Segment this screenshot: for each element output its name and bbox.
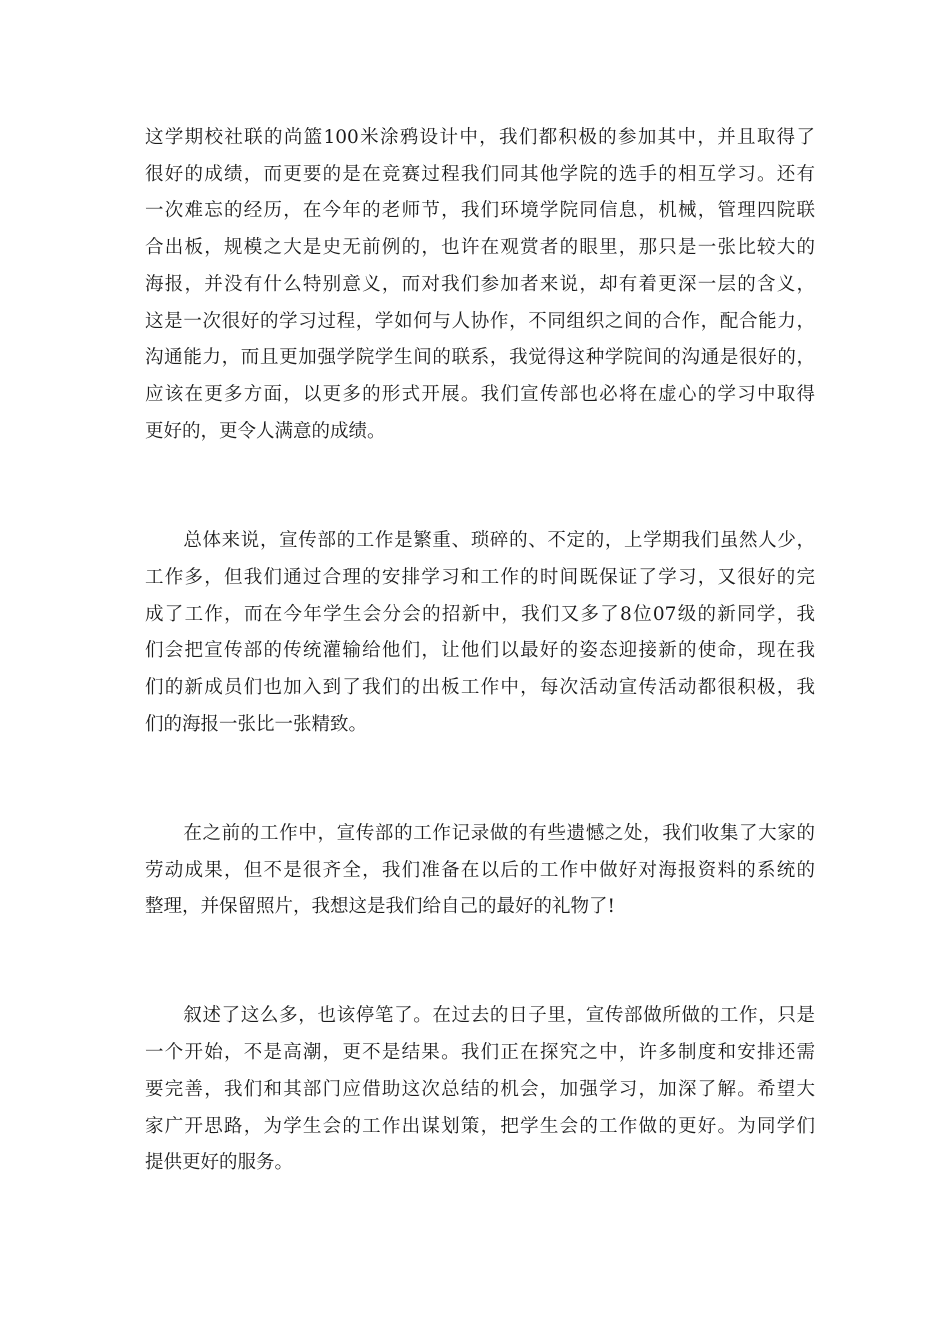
paragraph-4-line-3: 要完善，我们和其部门应借助这次总结的机会，加强学习，加深了解。希望大: [145, 1079, 815, 1100]
paragraph-2-line-6: 们的海报一张比一张精致。: [145, 714, 368, 735]
paragraph-1-line-4: 合出板，规模之大是史无前例的，也许在观赏者的眼里，那只是一张比较大的: [145, 237, 815, 258]
paragraph-4-line-1: 叙述了这么多，也该停笔了。在过去的日子里，宣传部做所做的工作，只是: [145, 1005, 815, 1026]
paragraph-4-line-5: 提供更好的服务。: [145, 1152, 294, 1173]
paragraph-1-line-8: 应该在更多方面，以更多的形式开展。我们宣传部也必将在虚心的学习中取得: [145, 384, 815, 405]
paragraph-1-line-9: 更好的，更令人满意的成绩。: [145, 421, 386, 442]
paragraph-3-line-1: 在之前的工作中，宣传部的工作记录做的有些遗憾之处，我们收集了大家的: [145, 823, 815, 844]
paragraph-3-line-2: 劳动成果，但不是很齐全，我们准备在以后的工作中做好对海报资料的系统的: [145, 860, 815, 881]
paragraph-4-line-4: 家广开思路，为学生会的工作出谋划策，把学生会的工作做的更好。为同学们: [145, 1116, 815, 1137]
paragraph-4-line-2: 一个开始，不是高潮，更不是结果。我们正在探究之中，许多制度和安排还需: [145, 1042, 815, 1063]
paragraph-1-line-2: 很好的成绩，而更要的是在竞赛过程我们同其他学院的选手的相互学习。还有: [145, 164, 815, 185]
paragraph-2-line-4: 们会把宣传部的传统灌输给他们，让他们以最好的姿态迎接新的使命，现在我: [145, 640, 815, 661]
paragraph-2-line-1: 总体来说，宣传部的工作是繁重、琐碎的、不定的，上学期我们虽然人少，: [145, 530, 815, 551]
paragraph-1-line-5: 海报，并没有什么特别意义，而对我们参加者来说，却有着更深一层的含义，: [145, 274, 815, 295]
paragraph-1-line-6: 这是一次很好的学习过程，学如何与人协作，不同组织之间的合作，配合能力，: [145, 311, 815, 332]
paragraph-2-line-2: 工作多，但我们通过合理的安排学习和工作的时间既保证了学习，又很好的完: [145, 567, 815, 588]
paragraph-2-line-5: 们的新成员们也加入到了我们的出板工作中，每次活动宣传活动都很积极，我: [145, 677, 815, 698]
paragraph-1-line-1: 这学期校社联的尚篮100米涂鸦设计中，我们都积极的参加其中，并且取得了: [145, 127, 815, 148]
paragraph-1-line-7: 沟通能力，而且更加强学院学生间的联系，我觉得这种学院间的沟通是很好的，: [145, 347, 815, 368]
paragraph-3-line-3: 整理，并保留照片，我想这是我们给自己的最好的礼物了!: [145, 896, 615, 917]
paragraph-2-line-3: 成了工作，而在今年学生会分会的招新中，我们又多了8位07级的新同学，我: [145, 604, 815, 625]
paragraph-1-line-3: 一次难忘的经历，在今年的老师节，我们环境学院同信息，机械，管理四院联: [145, 200, 815, 221]
